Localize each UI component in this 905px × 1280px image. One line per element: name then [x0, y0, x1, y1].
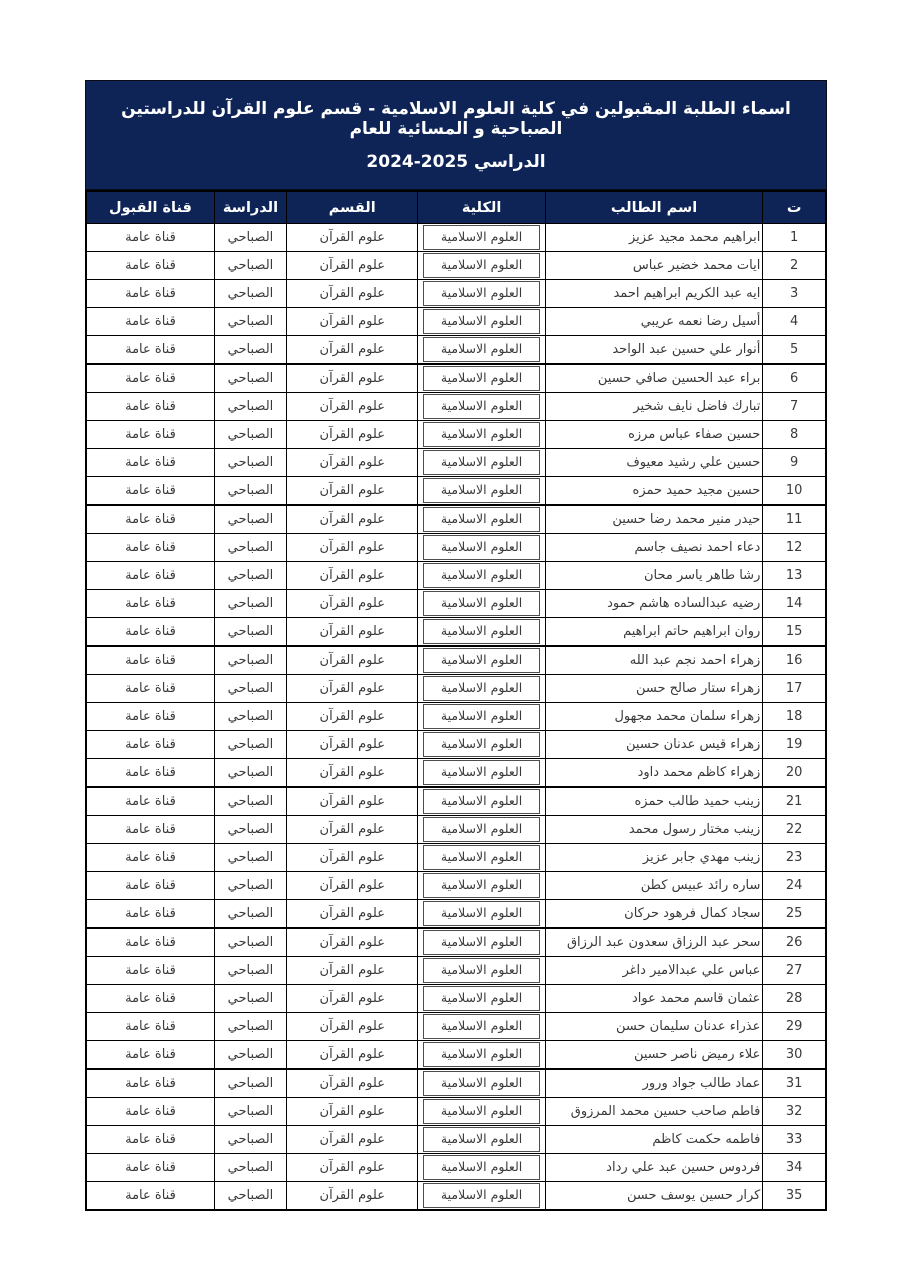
college-cell	[418, 534, 545, 562]
study-cell: الصباحي	[214, 872, 286, 900]
column-header-study: الدراسة	[214, 191, 286, 224]
row-number-cell: 10	[763, 477, 826, 506]
department-cell: علوم القرآن	[287, 1154, 418, 1182]
college-box: العلوم الاسلامية	[423, 1014, 539, 1039]
column-header-channel: قناة القبول	[86, 191, 214, 224]
department-cell: علوم القرآن	[287, 872, 418, 900]
row-number-cell: 1	[763, 224, 826, 252]
table-row	[86, 618, 826, 647]
students-table	[85, 190, 827, 1211]
study-cell: الصباحي	[214, 618, 286, 647]
student-name-cell: حسين مجيد حميد حمزه	[545, 477, 763, 506]
row-number-cell: 21	[763, 787, 826, 816]
row-number-cell: 31	[763, 1069, 826, 1098]
college-box: العلوم الاسلامية	[423, 366, 539, 391]
college-box: العلوم الاسلامية	[423, 450, 539, 475]
department-cell: علوم القرآن	[287, 224, 418, 252]
student-name-cell: أسيل رضا نعمه عريبي	[545, 308, 763, 336]
college-box: العلوم الاسلامية	[423, 676, 539, 701]
college-cell	[418, 308, 545, 336]
table-row	[86, 280, 826, 308]
college-box: العلوم الاسلامية	[423, 1183, 539, 1208]
college-box: العلوم الاسلامية	[423, 563, 539, 588]
student-name-cell: براء عبد الحسين صافي حسين	[545, 364, 763, 393]
college-box: العلوم الاسلامية	[423, 591, 539, 616]
channel-cell: قناة عامة	[86, 844, 214, 872]
channel-cell: قناة عامة	[86, 252, 214, 280]
department-cell: علوم القرآن	[287, 421, 418, 449]
student-name-cell: زينب مهدي جابر عزيز	[545, 844, 763, 872]
table-row	[86, 393, 826, 421]
college-cell	[418, 957, 545, 985]
channel-cell: قناة عامة	[86, 1154, 214, 1182]
table-row	[86, 844, 826, 872]
table-row	[86, 1069, 826, 1098]
row-number-cell: 27	[763, 957, 826, 985]
channel-cell: قناة عامة	[86, 703, 214, 731]
department-cell: علوم القرآن	[287, 1098, 418, 1126]
channel-cell: قناة عامة	[86, 900, 214, 929]
study-cell: الصباحي	[214, 562, 286, 590]
department-cell: علوم القرآن	[287, 675, 418, 703]
student-name-cell: عثمان قاسم محمد عواد	[545, 985, 763, 1013]
row-number-cell: 13	[763, 562, 826, 590]
student-name-cell: روان ابراهيم حاتم ابراهيم	[545, 618, 763, 647]
table-row	[86, 534, 826, 562]
channel-cell: قناة عامة	[86, 308, 214, 336]
college-cell	[418, 1126, 545, 1154]
students-table-body	[86, 224, 826, 1211]
row-number-cell: 5	[763, 336, 826, 365]
study-cell: الصباحي	[214, 252, 286, 280]
college-cell	[418, 618, 545, 647]
college-box: العلوم الاسلامية	[423, 789, 539, 814]
study-cell: الصباحي	[214, 308, 286, 336]
student-name-cell: حسين علي رشيد معيوف	[545, 449, 763, 477]
study-cell: الصباحي	[214, 336, 286, 365]
department-cell: علوم القرآن	[287, 816, 418, 844]
department-cell: علوم القرآن	[287, 957, 418, 985]
college-cell	[418, 224, 545, 252]
department-cell: علوم القرآن	[287, 787, 418, 816]
department-cell: علوم القرآن	[287, 449, 418, 477]
college-box: العلوم الاسلامية	[423, 309, 539, 334]
table-row	[86, 703, 826, 731]
college-cell	[418, 252, 545, 280]
study-cell: الصباحي	[214, 364, 286, 393]
department-cell: علوم القرآن	[287, 393, 418, 421]
channel-cell: قناة عامة	[86, 449, 214, 477]
study-cell: الصباحي	[214, 280, 286, 308]
channel-cell: قناة عامة	[86, 1013, 214, 1041]
college-cell	[418, 872, 545, 900]
channel-cell: قناة عامة	[86, 505, 214, 534]
study-cell: الصباحي	[214, 1126, 286, 1154]
channel-cell: قناة عامة	[86, 731, 214, 759]
table-row	[86, 590, 826, 618]
college-box: العلوم الاسلامية	[423, 253, 539, 278]
study-cell: الصباحي	[214, 900, 286, 929]
table-row	[86, 308, 826, 336]
department-cell: علوم القرآن	[287, 985, 418, 1013]
college-box: العلوم الاسلامية	[423, 507, 539, 532]
table-row	[86, 787, 826, 816]
row-number-cell: 6	[763, 364, 826, 393]
department-cell: علوم القرآن	[287, 1013, 418, 1041]
channel-cell: قناة عامة	[86, 759, 214, 788]
college-box: العلوم الاسلامية	[423, 986, 539, 1011]
study-cell: الصباحي	[214, 477, 286, 506]
channel-cell: قناة عامة	[86, 364, 214, 393]
college-box: العلوم الاسلامية	[423, 281, 539, 306]
study-cell: الصباحي	[214, 985, 286, 1013]
table-row	[86, 336, 826, 365]
row-number-cell: 30	[763, 1041, 826, 1070]
page-title-line1: اسماء الطلبة المقبولين في كلية العلوم الاسلامية - قسم علوم القرآن للدراستين الصباحية و المسائية للعام	[121, 98, 791, 139]
page-title	[85, 80, 827, 190]
department-cell: علوم القرآن	[287, 562, 418, 590]
table-row	[86, 364, 826, 393]
table-row	[86, 1154, 826, 1182]
study-cell: الصباحي	[214, 590, 286, 618]
college-cell	[418, 759, 545, 788]
college-cell	[418, 364, 545, 393]
college-box: العلوم الاسلامية	[423, 478, 539, 503]
student-name-cell: زهراء قيس عدنان حسين	[545, 731, 763, 759]
channel-cell: قناة عامة	[86, 646, 214, 675]
department-cell: علوم القرآن	[287, 1182, 418, 1211]
column-header-college: الكلية	[418, 191, 545, 224]
college-box: العلوم الاسلامية	[423, 1042, 539, 1067]
study-cell: الصباحي	[214, 957, 286, 985]
study-cell: الصباحي	[214, 731, 286, 759]
column-header-name: اسم الطالب	[545, 191, 763, 224]
row-number-cell: 33	[763, 1126, 826, 1154]
row-number-cell: 26	[763, 928, 826, 957]
student-name-cell: عذراء عدنان سليمان حسن	[545, 1013, 763, 1041]
college-cell	[418, 1154, 545, 1182]
department-cell: علوم القرآن	[287, 1041, 418, 1070]
college-cell	[418, 1041, 545, 1070]
student-name-cell: زهراء سلمان محمد مجهول	[545, 703, 763, 731]
channel-cell: قناة عامة	[86, 562, 214, 590]
row-number-cell: 32	[763, 1098, 826, 1126]
department-cell: علوم القرآن	[287, 1126, 418, 1154]
study-cell: الصباحي	[214, 646, 286, 675]
student-name-cell: سحر عبد الرزاق سعدون عبد الرزاق	[545, 928, 763, 957]
department-cell: علوم القرآن	[287, 280, 418, 308]
student-name-cell: زهراء احمد نجم عبد الله	[545, 646, 763, 675]
college-box: العلوم الاسلامية	[423, 901, 539, 926]
college-cell	[418, 1098, 545, 1126]
table-row	[86, 1182, 826, 1211]
row-number-cell: 22	[763, 816, 826, 844]
table-row	[86, 985, 826, 1013]
college-box: العلوم الاسلامية	[423, 958, 539, 983]
row-number-cell: 9	[763, 449, 826, 477]
college-box: العلوم الاسلامية	[423, 619, 539, 644]
department-cell: علوم القرآن	[287, 759, 418, 788]
college-box: العلوم الاسلامية	[423, 1099, 539, 1124]
college-box: العلوم الاسلامية	[423, 1127, 539, 1152]
table-row	[86, 421, 826, 449]
row-number-cell: 15	[763, 618, 826, 647]
student-name-cell: عباس علي عبدالامير داغر	[545, 957, 763, 985]
table-row	[86, 477, 826, 506]
table-row	[86, 957, 826, 985]
college-box: العلوم الاسلامية	[423, 535, 539, 560]
study-cell: الصباحي	[214, 1182, 286, 1211]
college-box: العلوم الاسلامية	[423, 394, 539, 419]
channel-cell: قناة عامة	[86, 280, 214, 308]
department-cell: علوم القرآن	[287, 477, 418, 506]
student-name-cell: زينب حميد طالب حمزه	[545, 787, 763, 816]
student-name-cell: رشا طاهر ياسر محان	[545, 562, 763, 590]
student-name-cell: تبارك فاضل نايف شخير	[545, 393, 763, 421]
table-row	[86, 1041, 826, 1070]
students-table-header	[86, 191, 826, 224]
channel-cell: قناة عامة	[86, 1041, 214, 1070]
college-cell	[418, 421, 545, 449]
table-row	[86, 675, 826, 703]
college-cell	[418, 703, 545, 731]
table-row	[86, 900, 826, 929]
channel-cell: قناة عامة	[86, 872, 214, 900]
document-sheet	[85, 80, 827, 1211]
study-cell: الصباحي	[214, 1154, 286, 1182]
row-number-cell: 29	[763, 1013, 826, 1041]
channel-cell: قناة عامة	[86, 421, 214, 449]
table-row	[86, 759, 826, 788]
college-cell	[418, 1013, 545, 1041]
study-cell: الصباحي	[214, 675, 286, 703]
study-cell: الصباحي	[214, 1069, 286, 1098]
college-cell	[418, 675, 545, 703]
row-number-cell: 18	[763, 703, 826, 731]
department-cell: علوم القرآن	[287, 928, 418, 957]
college-cell	[418, 985, 545, 1013]
college-box: العلوم الاسلامية	[423, 817, 539, 842]
student-name-cell: عماد طالب جواد ورور	[545, 1069, 763, 1098]
row-number-cell: 28	[763, 985, 826, 1013]
study-cell: الصباحي	[214, 703, 286, 731]
department-cell: علوم القرآن	[287, 534, 418, 562]
college-box: العلوم الاسلامية	[423, 760, 539, 785]
college-cell	[418, 844, 545, 872]
college-cell	[418, 1069, 545, 1098]
row-number-cell: 2	[763, 252, 826, 280]
channel-cell: قناة عامة	[86, 1126, 214, 1154]
row-number-cell: 34	[763, 1154, 826, 1182]
row-number-cell: 16	[763, 646, 826, 675]
college-cell	[418, 336, 545, 365]
channel-cell: قناة عامة	[86, 928, 214, 957]
study-cell: الصباحي	[214, 1041, 286, 1070]
study-cell: الصباحي	[214, 224, 286, 252]
college-cell	[418, 787, 545, 816]
row-number-cell: 8	[763, 421, 826, 449]
student-name-cell: حيدر منير محمد رضا حسين	[545, 505, 763, 534]
student-name-cell: كرار حسين يوسف حسن	[545, 1182, 763, 1211]
row-number-cell: 7	[763, 393, 826, 421]
student-name-cell: ايات محمد خضير عباس	[545, 252, 763, 280]
student-name-cell: ايه عبد الكريم ابراهيم احمد	[545, 280, 763, 308]
department-cell: علوم القرآن	[287, 900, 418, 929]
college-cell	[418, 393, 545, 421]
channel-cell: قناة عامة	[86, 224, 214, 252]
student-name-cell: علاء رميض ناصر حسين	[545, 1041, 763, 1070]
college-box: العلوم الاسلامية	[423, 873, 539, 898]
student-name-cell: دعاء احمد نصيف جاسم	[545, 534, 763, 562]
row-number-cell: 25	[763, 900, 826, 929]
college-cell	[418, 731, 545, 759]
student-name-cell: رضيه عبدالساده هاشم حمود	[545, 590, 763, 618]
department-cell: علوم القرآن	[287, 308, 418, 336]
department-cell: علوم القرآن	[287, 505, 418, 534]
column-header-dept: القسم	[287, 191, 418, 224]
department-cell: علوم القرآن	[287, 1069, 418, 1098]
header-row	[86, 191, 826, 224]
college-cell	[418, 1182, 545, 1211]
college-box: العلوم الاسلامية	[423, 1071, 539, 1096]
table-row	[86, 928, 826, 957]
table-row	[86, 1126, 826, 1154]
college-box: العلوم الاسلامية	[423, 422, 539, 447]
channel-cell: قناة عامة	[86, 1069, 214, 1098]
row-number-cell: 35	[763, 1182, 826, 1211]
department-cell: علوم القرآن	[287, 646, 418, 675]
department-cell: علوم القرآن	[287, 703, 418, 731]
channel-cell: قناة عامة	[86, 816, 214, 844]
row-number-cell: 24	[763, 872, 826, 900]
channel-cell: قناة عامة	[86, 477, 214, 506]
department-cell: علوم القرآن	[287, 618, 418, 647]
table-row	[86, 1098, 826, 1126]
student-name-cell: ساره رائد عبيس كطن	[545, 872, 763, 900]
channel-cell: قناة عامة	[86, 393, 214, 421]
row-number-cell: 12	[763, 534, 826, 562]
channel-cell: قناة عامة	[86, 1098, 214, 1126]
channel-cell: قناة عامة	[86, 336, 214, 365]
study-cell: الصباحي	[214, 816, 286, 844]
study-cell: الصباحي	[214, 928, 286, 957]
student-name-cell: سجاد كمال فرهود حركان	[545, 900, 763, 929]
table-row	[86, 252, 826, 280]
student-name-cell: أنوار علي حسين عبد الواحد	[545, 336, 763, 365]
column-header-no: ت	[763, 191, 826, 224]
row-number-cell: 19	[763, 731, 826, 759]
student-name-cell: زهراء ستار صالح حسن	[545, 675, 763, 703]
table-row	[86, 449, 826, 477]
study-cell: الصباحي	[214, 844, 286, 872]
row-number-cell: 3	[763, 280, 826, 308]
department-cell: علوم القرآن	[287, 364, 418, 393]
college-cell	[418, 280, 545, 308]
department-cell: علوم القرآن	[287, 731, 418, 759]
channel-cell: قناة عامة	[86, 534, 214, 562]
college-cell	[418, 449, 545, 477]
student-name-cell: حسين صفاء عباس مرزه	[545, 421, 763, 449]
row-number-cell: 20	[763, 759, 826, 788]
table-row	[86, 816, 826, 844]
table-row	[86, 224, 826, 252]
channel-cell: قناة عامة	[86, 957, 214, 985]
study-cell: الصباحي	[214, 1098, 286, 1126]
channel-cell: قناة عامة	[86, 787, 214, 816]
row-number-cell: 11	[763, 505, 826, 534]
row-number-cell: 23	[763, 844, 826, 872]
college-cell	[418, 816, 545, 844]
college-cell	[418, 477, 545, 506]
student-name-cell: فاطم صاحب حسين محمد المرزوق	[545, 1098, 763, 1126]
department-cell: علوم القرآن	[287, 336, 418, 365]
student-name-cell: فردوس حسين عبد علي رداد	[545, 1154, 763, 1182]
channel-cell: قناة عامة	[86, 590, 214, 618]
study-cell: الصباحي	[214, 787, 286, 816]
college-box: العلوم الاسلامية	[423, 1155, 539, 1180]
table-row	[86, 872, 826, 900]
channel-cell: قناة عامة	[86, 675, 214, 703]
college-cell	[418, 562, 545, 590]
student-name-cell: زهراء كاظم محمد داود	[545, 759, 763, 788]
row-number-cell: 14	[763, 590, 826, 618]
college-cell	[418, 590, 545, 618]
college-cell	[418, 646, 545, 675]
study-cell: الصباحي	[214, 534, 286, 562]
college-box: العلوم الاسلامية	[423, 225, 539, 250]
department-cell: علوم القرآن	[287, 844, 418, 872]
college-box: العلوم الاسلامية	[423, 845, 539, 870]
channel-cell: قناة عامة	[86, 985, 214, 1013]
college-box: العلوم الاسلامية	[423, 930, 539, 955]
table-row	[86, 562, 826, 590]
college-box: العلوم الاسلامية	[423, 732, 539, 757]
study-cell: الصباحي	[214, 505, 286, 534]
college-cell	[418, 505, 545, 534]
student-name-cell: ابراهيم محمد مجيد عزيز	[545, 224, 763, 252]
study-cell: الصباحي	[214, 449, 286, 477]
row-number-cell: 4	[763, 308, 826, 336]
channel-cell: قناة عامة	[86, 1182, 214, 1211]
study-cell: الصباحي	[214, 759, 286, 788]
study-cell: الصباحي	[214, 393, 286, 421]
department-cell: علوم القرآن	[287, 590, 418, 618]
table-row	[86, 505, 826, 534]
college-box: العلوم الاسلامية	[423, 704, 539, 729]
row-number-cell: 17	[763, 675, 826, 703]
channel-cell: قناة عامة	[86, 618, 214, 647]
college-box: العلوم الاسلامية	[423, 337, 539, 362]
student-name-cell: زينب مختار رسول محمد	[545, 816, 763, 844]
table-row	[86, 1013, 826, 1041]
study-cell: الصباحي	[214, 421, 286, 449]
study-cell: الصباحي	[214, 1013, 286, 1041]
student-name-cell: فاطمه حكمت كاظم	[545, 1126, 763, 1154]
department-cell: علوم القرآن	[287, 252, 418, 280]
table-row	[86, 646, 826, 675]
table-row	[86, 731, 826, 759]
page-title-line2: الدراسي 2025-2024	[366, 151, 546, 172]
college-cell	[418, 900, 545, 929]
college-box: العلوم الاسلامية	[423, 648, 539, 673]
college-cell	[418, 928, 545, 957]
